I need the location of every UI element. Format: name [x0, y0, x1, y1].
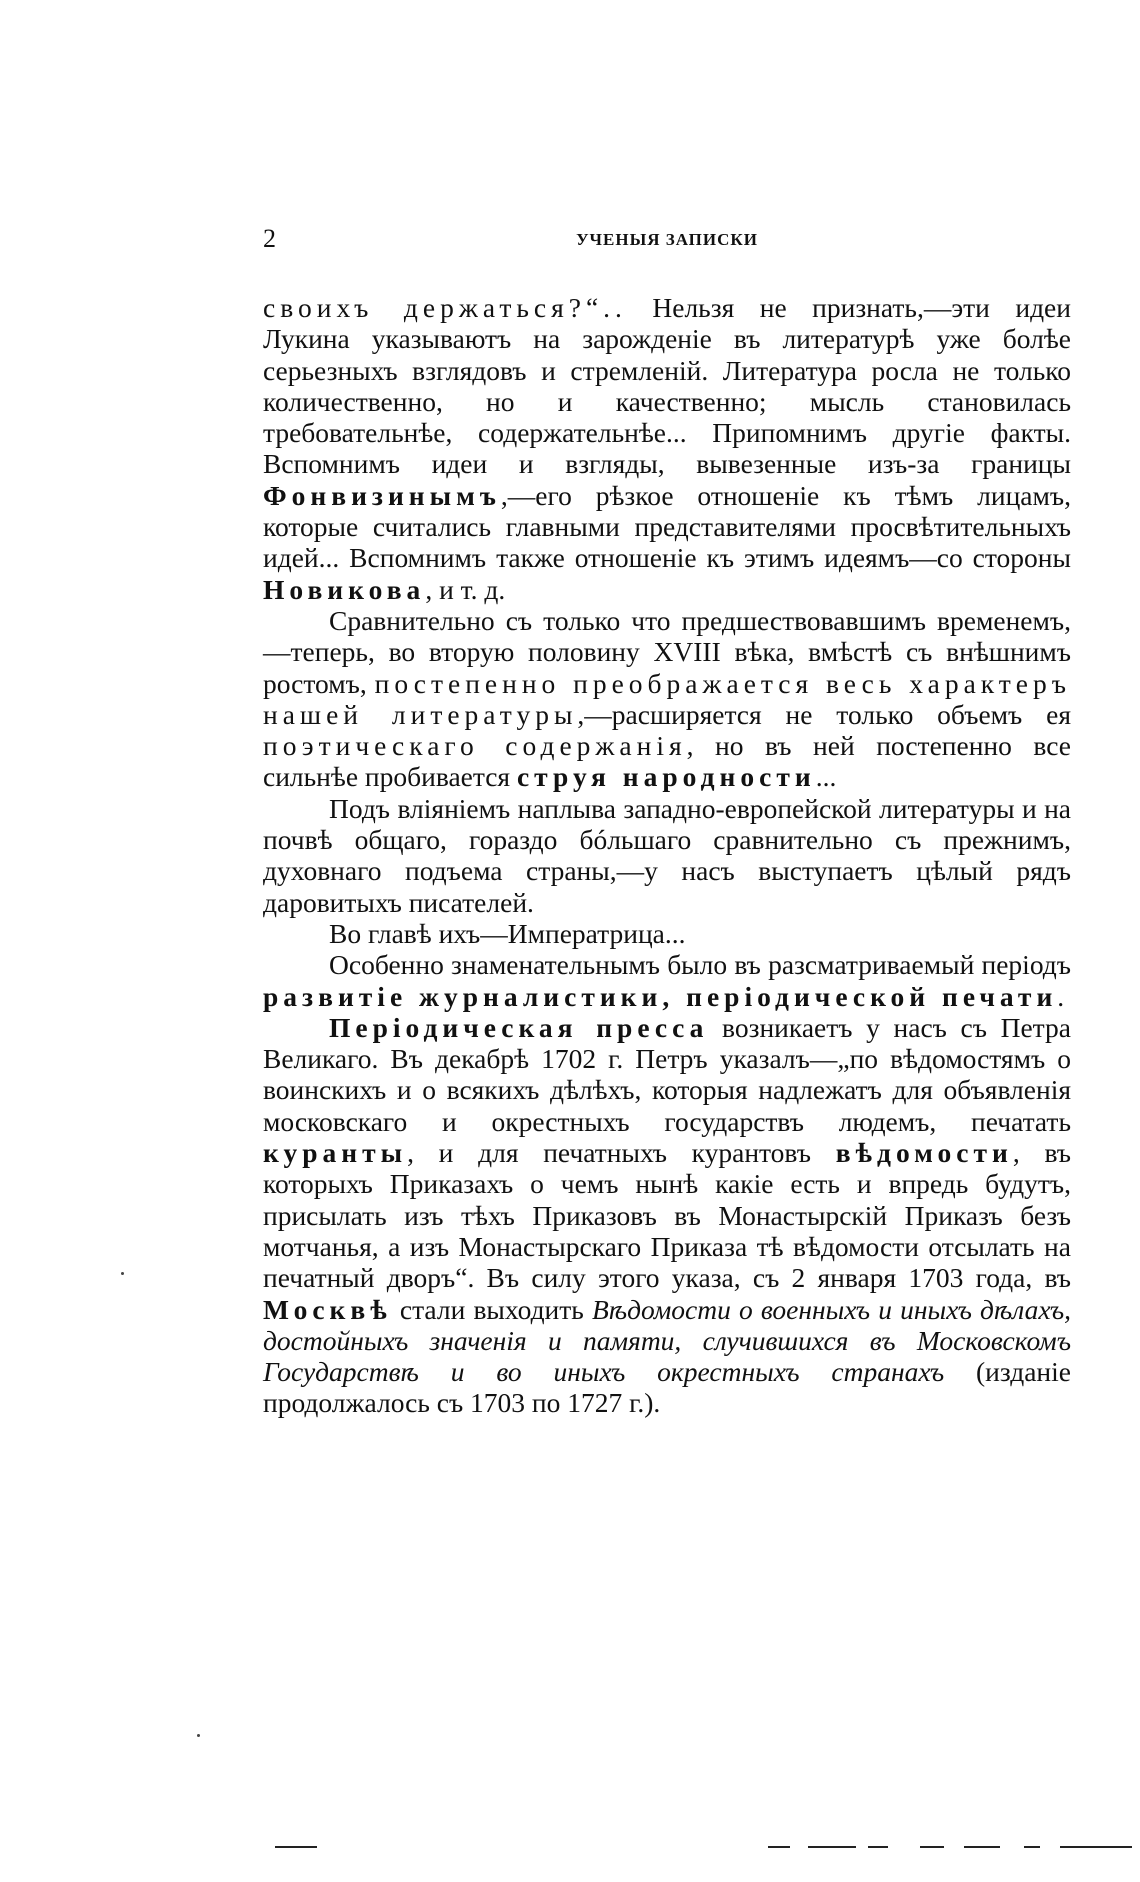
spaced-text: куранты — [263, 1137, 408, 1169]
scan-speck — [121, 1272, 124, 1275]
scan-speck — [197, 1734, 200, 1737]
edge-rule — [768, 1846, 790, 1848]
text-run: Нельзя не признать,—эти идеи Лукина указываютъ на зарожденіе въ литературѣ уже болѣе серьезныхъ взглядовъ и стремленій. Литература росла не только количественно, но и качественно; мысль становилась требовательнѣе, содержательнѣе... Припомнимъ другіе факты. Вспомнимъ идеи и взгляды, вывезенные изъ-за границы — [263, 292, 1071, 480]
text-run: , но въ ней постепенно все сильнѣе пробивается — [263, 730, 1071, 793]
spaced-text: поэтическаго содержанія — [263, 730, 687, 762]
text-run: ,—расширяется не только объемъ ея — [577, 698, 1071, 730]
paragraph-5 — [263, 949, 1071, 1012]
text-run: ... — [815, 761, 837, 793]
page-number: 2 — [263, 224, 276, 253]
text-run: возникаетъ у насъ съ Петра Великаго. Въ декабрѣ 1702 г. Петръ указалъ—„по вѣдомостямъ о воинскихъ и о всякихъ дѣлѣхъ, которыя надлежатъ для объявленія московскаго и окрестныхъ государствъ людемъ, печатать — [263, 1011, 1071, 1137]
spaced-text: своихъ держаться?“.. — [263, 292, 627, 323]
edge-rule — [1024, 1846, 1040, 1848]
text-run: Особенно знаменательнымъ было въ разсматриваемый періодъ — [329, 949, 1071, 981]
text-run: , въ которыхъ Приказахъ о чемъ нынѣ какіе есть и впредь будутъ, присылать изъ тѣхъ Приказовъ въ Монастырскій Приказъ безъ мотчанья, а изъ Монастырскаго Приказа тѣ вѣдомости отсылать на печатный дворъ“. Въ силу этого указа, съ 2 января 1703 года, въ — [263, 1137, 1071, 1294]
edge-rule — [275, 1846, 317, 1848]
edge-rule — [1060, 1846, 1132, 1848]
paragraph-6 — [263, 1012, 1071, 1419]
spaced-name: Фонвизинымъ — [263, 479, 501, 511]
edge-rule — [964, 1846, 1000, 1848]
spaced-text: Москвѣ — [263, 1293, 392, 1325]
edge-rule — [868, 1846, 888, 1848]
page-header — [263, 224, 1071, 260]
spaced-name: Новикова — [263, 573, 426, 605]
text-run: . — [1057, 980, 1065, 1012]
body-text — [263, 292, 1071, 1419]
spaced-text: Періодическая пресса — [329, 1011, 709, 1043]
scan-edge-marks — [260, 1846, 1140, 1852]
spaced-text: струя народности — [516, 761, 816, 793]
spaced-text: вѣдомости — [835, 1137, 1013, 1169]
spaced-text: развитіе журналистики, періодической печати — [263, 980, 1058, 1012]
edge-rule — [808, 1846, 856, 1848]
text-run: стали выходить — [391, 1293, 592, 1325]
italic-title: Вѣдомости о военныхъ и иныхъ дѣлахъ, достойныхъ значенія и памяти, случившихся въ Московскомъ Государствѣ и во иныхъ окрестныхъ странахъ — [263, 1293, 1071, 1388]
text-run: ,—его рѣзкое отношеніе къ тѣмъ лицамъ, которые считались главными представителями просвѣтительныхъ идей... Вспомнимъ также отношеніе къ этимъ идеямъ—со стороны — [263, 479, 1071, 574]
paragraph-2 — [263, 605, 1071, 793]
text-run: , и для печатныхъ курантовъ — [407, 1137, 836, 1169]
paragraph-3: Подъ вліяніемъ наплыва западно-европейской литературы и на почвѣ общаго, гораздо бóльшаго сравнительно съ прежнимъ, духовнаго подъема страны,—у насъ выступаетъ цѣлый рядъ даровитыхъ писателей. — [263, 792, 1071, 918]
paragraph-4: Во главѣ ихъ—Императрица... — [329, 917, 686, 949]
paragraph-1 — [263, 292, 1071, 605]
text-run: Сравнительно съ только что предшествовавшимъ временемъ,—теперь, во вторую половину XVIII вѣка, вмѣстѣ съ внѣшнимъ ростомъ, — [263, 604, 1071, 699]
text-run: , и т. д. — [425, 573, 506, 605]
running-head: УЧЕНЫЯ ЗАПИСКИ — [576, 230, 758, 249]
text-run: (изданіе продолжалось съ 1703 по 1727 г.). — [263, 1356, 1071, 1419]
spaced-text: постепенно преображается весь характеръ нашей литературы — [263, 667, 1071, 730]
edge-rule — [920, 1846, 944, 1848]
